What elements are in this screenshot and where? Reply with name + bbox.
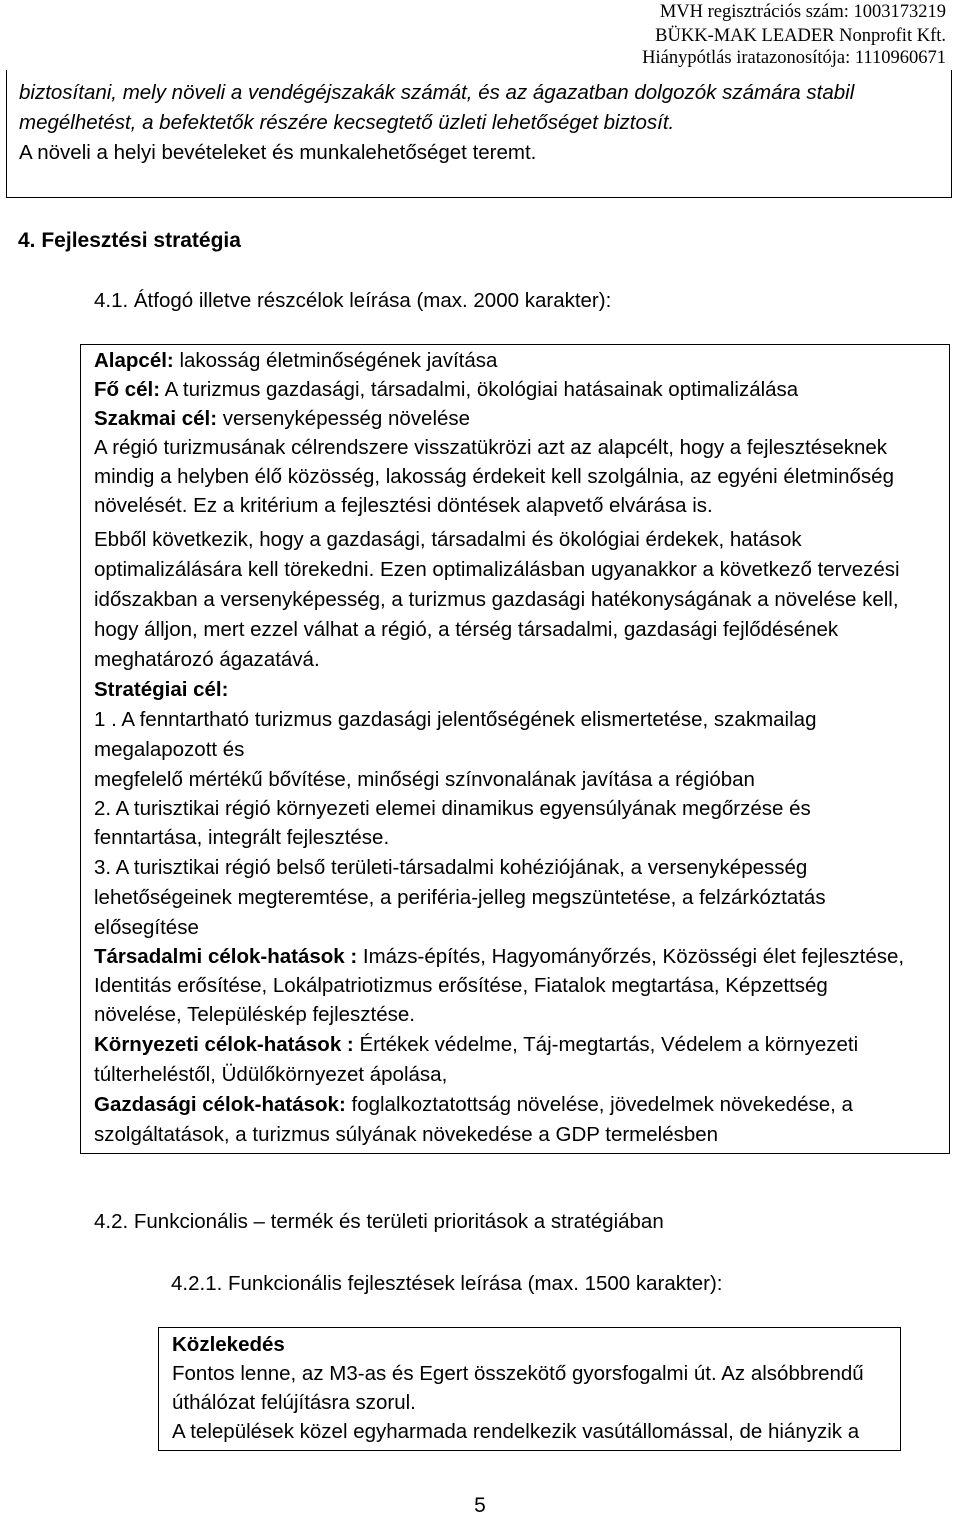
strategic-goal-3-line: 3. A turisztikai régió belső területi-társadalmi kohéziójának, a versenyképesség	[94, 856, 808, 879]
strategic-goal-3-line: lehetőségeinek megteremtése, a periféria-jelleg megszüntetése, a felzárkóztatás	[94, 886, 826, 909]
environmental-goals-label: Környezeti célok-hatások :	[94, 1033, 354, 1056]
economic-goals-line	[94, 1091, 853, 1118]
section-heading-4-2: 4.2. Funkcionális – termék és területi prioritások a stratégiában	[94, 1210, 664, 1233]
paragraph-line: meghatározó ágazatává.	[94, 648, 320, 671]
header-registration-number: MVH regisztrációs szám: 1003173219	[659, 2, 946, 22]
paragraph-line: időszakban a versenyképesség, a turizmus gazdasági hatékonyságának a növelése kell,	[94, 588, 899, 611]
economic-goals-label: Gazdasági célok-hatások:	[94, 1093, 346, 1116]
strategic-goal-label: Stratégiai cél:	[94, 678, 229, 701]
intro-line-1: biztosítani, mely növeli a vendégéjszakák számát, és az ágazatban dolgozók számára stabil	[19, 81, 855, 104]
environmental-goals-line	[94, 1031, 858, 1058]
transport-text-box	[158, 1327, 901, 1451]
strategic-goal-1-line: megalapozott és	[94, 738, 245, 761]
szakmai-label: Szakmai cél:	[94, 407, 218, 430]
paragraph-line: növelését. Ez a kritérium a fejlesztési döntések alapvető elvárása is.	[94, 494, 713, 517]
paragraph-line: mindig a helyben élő közösség, lakosság érdekeit kell szolgálnia, az egyéni életminőség	[94, 465, 894, 488]
alapcel-label: Alapcél:	[94, 349, 174, 372]
social-goals-label: Társadalmi célok-hatások :	[94, 945, 358, 968]
environmental-goals-line: túlterheléstől, Üdülőkörnyezet ápolása,	[94, 1063, 448, 1086]
header-organization: BÜKK-MAK LEADER Nonprofit Kft.	[655, 26, 946, 46]
economic-goals-line: szolgáltatások, a turizmus súlyának növekedése a GDP termelésben	[94, 1123, 719, 1146]
economic-goals-text: foglalkoztatottság növelése, jövedelmek növekedése, a	[345, 1093, 853, 1116]
paragraph-line: Ebből következik, hogy a gazdasági, társadalmi és ökológiai érdekek, hatások	[94, 528, 802, 551]
transport-line: A települések közel egyharmada rendelkezik vasútállomással, de hiányzik a	[172, 1420, 860, 1443]
focel-label: Fő cél:	[94, 378, 161, 401]
paragraph-line: hogy álljon, mert ezzel válhat a régió, a térség társadalmi, gazdasági fejlődésének	[94, 618, 839, 641]
alapcel-text: lakosság életminőségének javítása	[173, 349, 498, 372]
social-goals-line: növelése, Településkép fejlesztése.	[94, 1003, 415, 1026]
intro-text-box	[6, 70, 952, 198]
focel-text: A turizmus gazdasági, társadalmi, ökológiai hatásainak optimalizálása	[160, 378, 799, 401]
goals-text-box	[80, 344, 950, 1154]
strategic-goal-1-line: 1 . A fenntartható turizmus gazdasági jelentőségének elismertetése, szakmailag	[94, 708, 817, 731]
szakmai-text: versenyképesség növelése	[217, 407, 471, 430]
strategic-goal-2-line: fenntartása, integrált fejlesztése.	[94, 826, 390, 849]
social-goals-text: Imázs-építés, Hagyományőrzés, Közösségi élet fejlesztése,	[357, 945, 905, 968]
strategic-goal-2-line: 2. A turisztikai régió környezeti elemei dinamikus egyensúlyának megőrzése és	[94, 797, 811, 820]
alapcel-line	[94, 347, 497, 374]
transport-title: Közlekedés	[172, 1333, 285, 1356]
intro-line-2: megélhetést, a befektetők részére kecsegtető üzleti lehetőséget biztosít.	[19, 111, 675, 134]
intro-line-3: A növeli a helyi bevételeket és munkalehetőséget teremt.	[19, 141, 537, 164]
transport-line: úthálózat felújításra szorul.	[172, 1391, 416, 1414]
social-goals-line: Identitás erősítése, Lokálpatriotizmus erősítése, Fiatalok megtartása, Képzettség	[94, 974, 828, 997]
social-goals-line	[94, 943, 904, 970]
strategic-goal-3-line: elősegítése	[94, 916, 199, 939]
section-heading-4-1: 4.1. Átfogó illetve részcélok leírása (max. 2000 karakter):	[94, 289, 612, 312]
paragraph-line: A régió turizmusának célrendszere visszatükrözi azt az alapcélt, hogy a fejlesztéseknek	[94, 436, 888, 459]
section-heading-4: 4. Fejlesztési stratégia	[18, 229, 241, 252]
transport-line: Fontos lenne, az M3-as és Egert összekötő gyorsfogalmi út. Az alsóbbrendű	[172, 1362, 864, 1385]
page-number: 5	[474, 1494, 486, 1517]
section-heading-4-2-1: 4.2.1. Funkcionális fejlesztések leírása (max. 1500 karakter):	[171, 1272, 723, 1295]
environmental-goals-text: Értékek védelme, Táj-megtartás, Védelem a környezeti	[353, 1033, 859, 1056]
focel-line	[94, 376, 798, 403]
header-document-id: Hiánypótlás iratazonosítója: 1110960671	[642, 48, 946, 68]
strategic-goal-1-line: megfelelő mértékű bővítése, minőségi színvonalának javítása a régióban	[94, 768, 755, 791]
paragraph-line: optimalizálására kell törekedni. Ezen optimalizálásban ugyanakkor a következő tervezési	[94, 558, 900, 581]
szakmai-line	[94, 405, 470, 432]
